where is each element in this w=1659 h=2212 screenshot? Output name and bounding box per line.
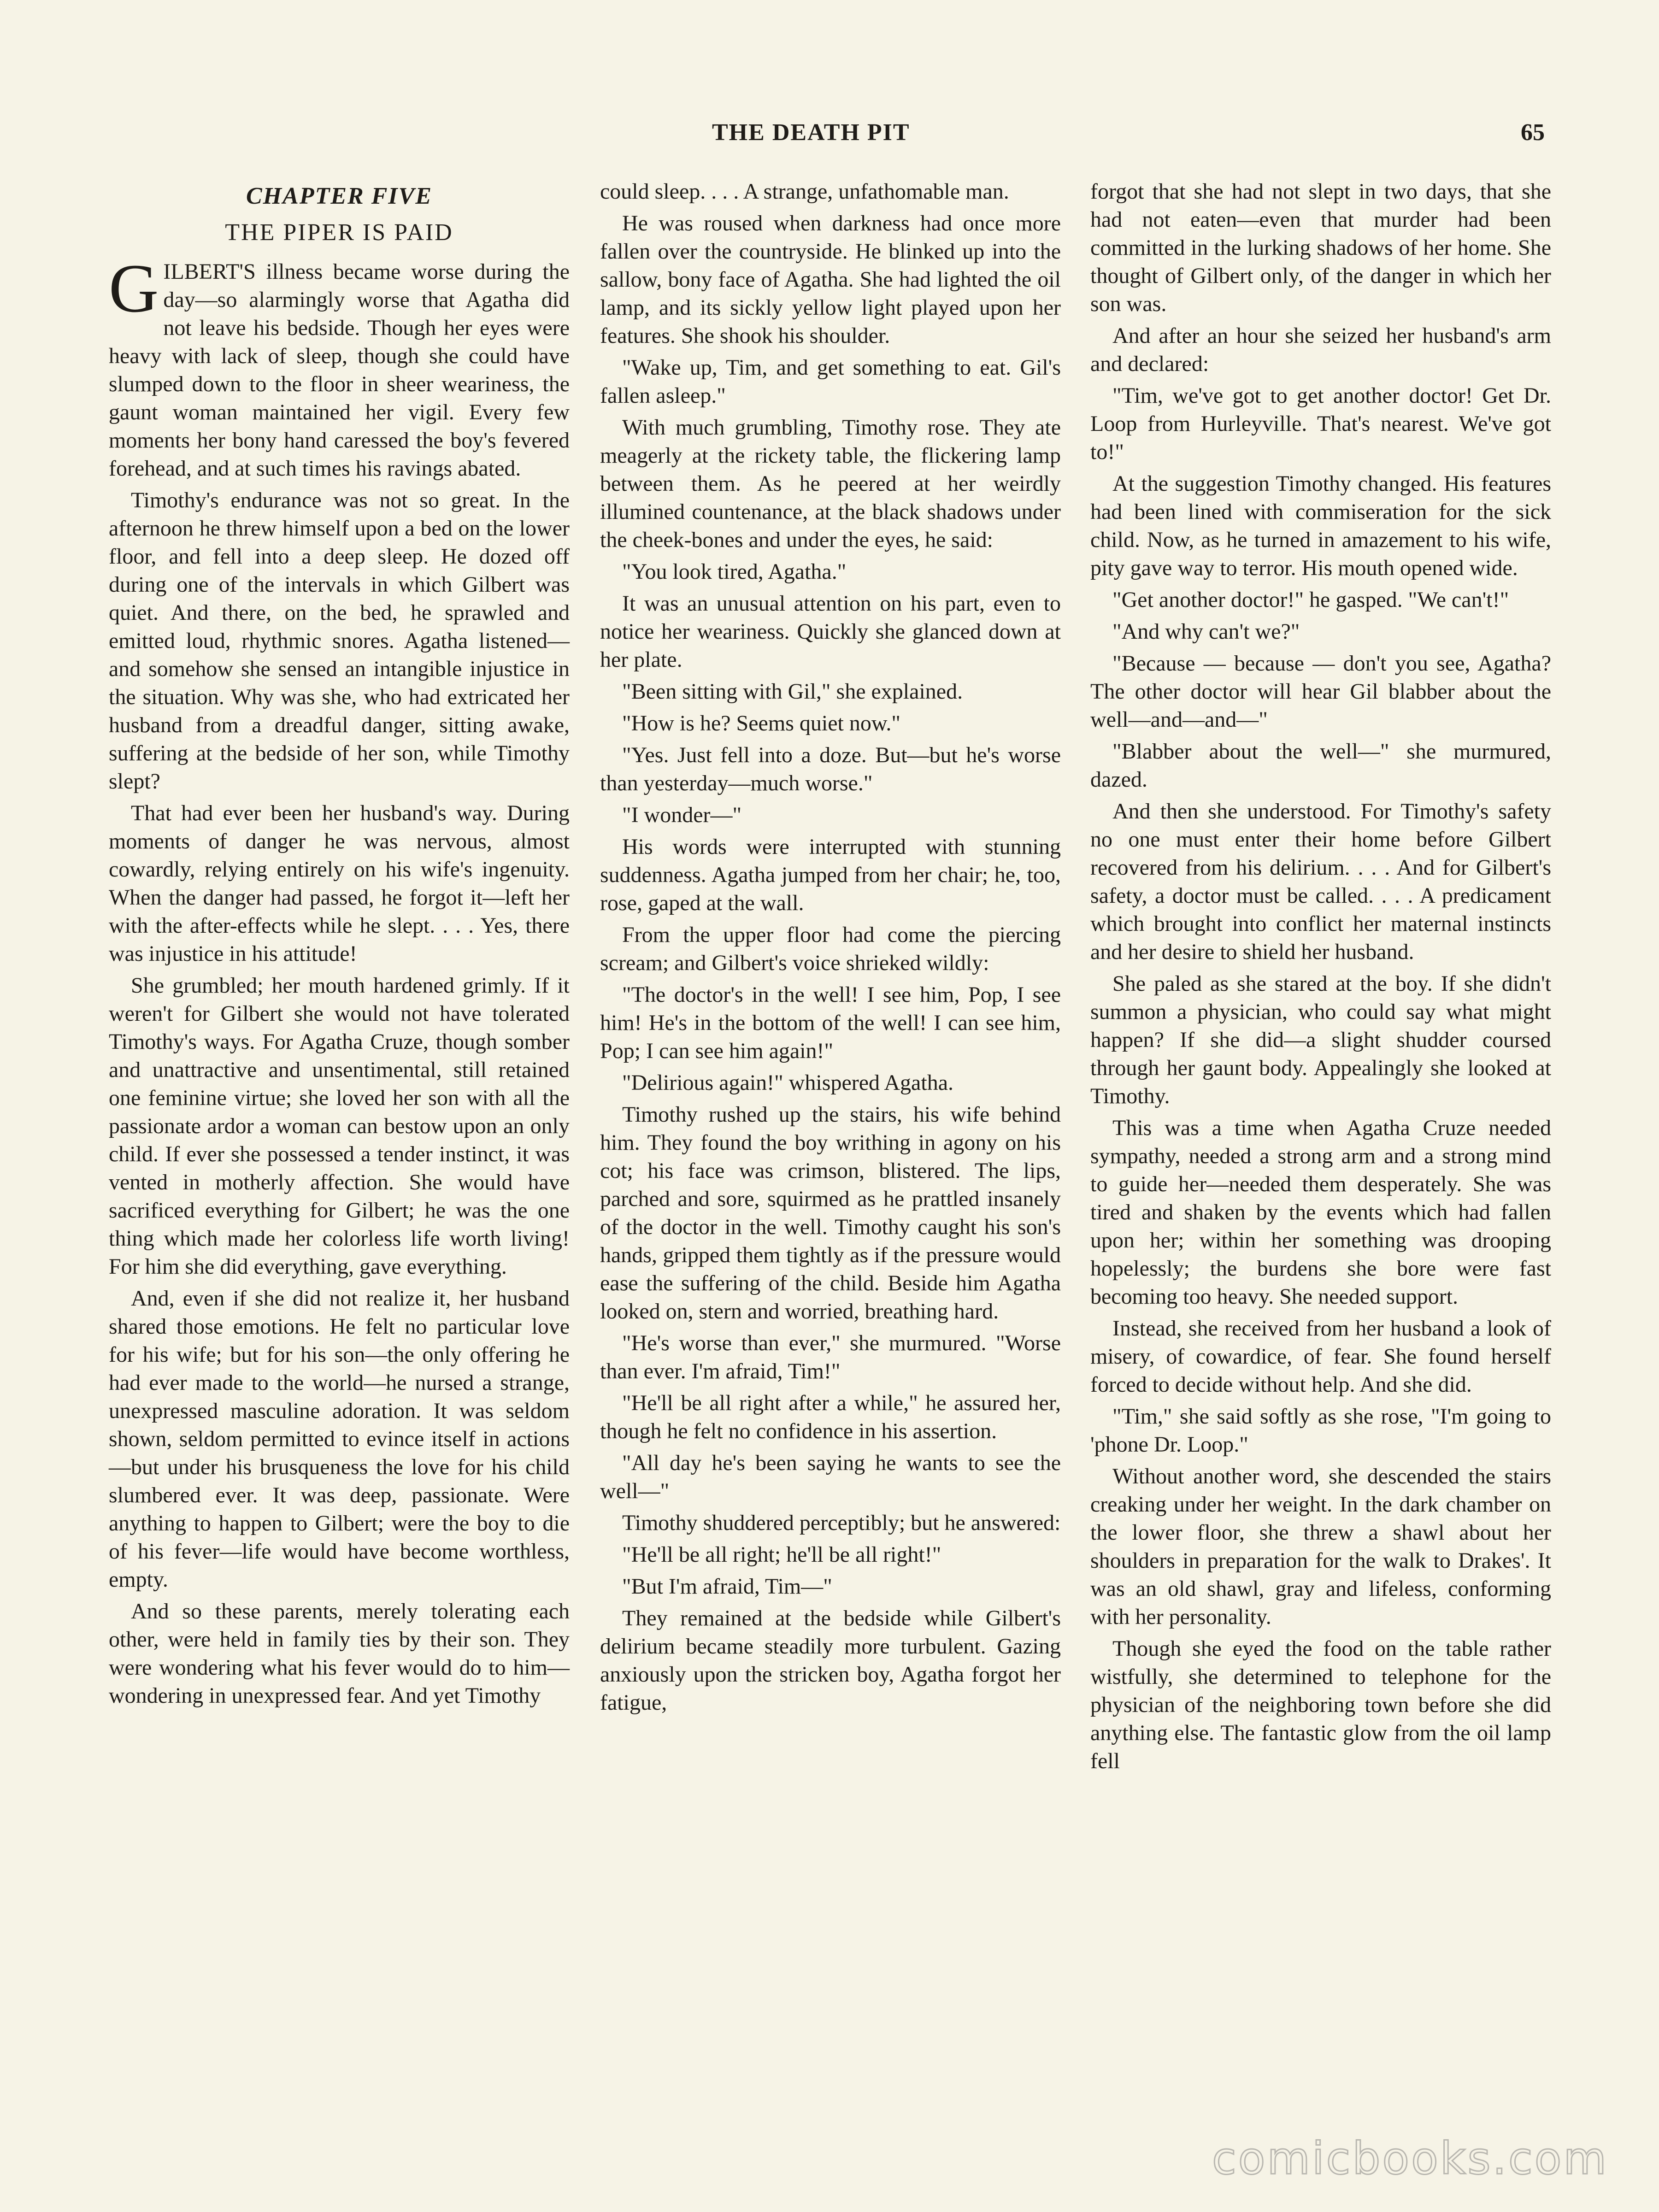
text-column-2 [600,177,1061,1720]
paragraph: "Delirious again!" whispered Agatha. [622,1071,953,1095]
paragraph: "Tim," she said softly as she rose, "I'm going to 'phone Dr. Loop." [1090,1404,1551,1457]
paragraph: He was roused when darkness had once more fallen over the countryside. He blinked up into the sallow, bony face of Agatha. She had lighted the oil lamp, and its sickly yellow light played upon her features. She shook his shoulder. [600,211,1061,348]
drop-cap: G [109,250,159,327]
paragraph: She paled as she stared at the boy. If she didn't summon a physician, who could say what might happen? If she did—a slight shudder coursed through her gaunt body. Appealingly she looked at Timothy. [1090,971,1551,1108]
paragraph: Though she eyed the food on the table rather wistfully, she determined to telephone for the physician of the neighboring town before she did anything else. The fantastic glow from the oil lamp fell [1090,1636,1551,1773]
paragraph: At the suggestion Timothy changed. His features had been lined with commiseration for the sick child. Now, as he turned in amazement to his wife, pity gave way to terror. His mouth opened wide. [1090,471,1551,580]
paragraph [109,250,570,482]
paragraph: It was an unusual attention on his part, even to notice her weariness. Quickly she glanced down at her plate. [600,591,1061,672]
chapter-title: THE PIPER IS PAID [225,219,453,246]
paragraph: And after an hour she seized her husband's arm and declared: [1090,324,1551,376]
chapter-heading: CHAPTER FIVE [246,183,432,209]
paragraph: Timothy shuddered perceptibly; but he answered: [622,1511,1061,1535]
paragraph: "He'll be all right after a while," he assured her, though he felt no confidence in his assertion. [600,1391,1061,1443]
paragraph: Without another word, she descended the stairs creaking under her weight. In the dark chamber on the lower floor, she threw a shawl about her shoulders in preparation for the walk to Drakes'. It was an old shawl, gray and lifeless, conforming with her personality. [1090,1464,1551,1629]
paragraph: And so these parents, merely tolerating each other, were held in family ties by their son. They were wondering what his fever would do to him—wondering in unexpressed fear. And yet Timothy [109,1599,570,1708]
paragraph: "You look tired, Agatha." [622,559,847,584]
text-column-3 [1090,177,1551,1779]
paragraph: "Tim, we've got to get another doctor! Get Dr. Loop from Hurleyville. That's nearest. We've got to!" [1090,383,1551,464]
paragraph: "He's worse than ever," she murmured. "Worse than ever. I'm afraid, Tim!" [600,1331,1061,1383]
paragraph: That had ever been her husband's way. During moments of danger he was nervous, almost cowardly, relying entirely on his wife's ingenuity. When the danger had passed, he forgot it—left her with the after-effects while he slept. . . . Yes, there was injustice in his attitude! [109,801,570,966]
paragraph: With much grumbling, Timothy rose. They ate meagerly at the rickety table, the flickering lamp between them. As he peered at her weirdly illumined countenance, at the black shadows under the cheek-bones and under the eyes, he said: [600,415,1061,552]
watermark: comicbooks.com [1212,2133,1608,2184]
paragraph: Timothy's endurance was not so great. In the afternoon he threw himself upon a bed on the lower floor, and fell into a deep sleep. He dozed off during one of the intervals in which Gilbert was quiet. And there, on the bed, he sprawled and emitted loud, rhythmic snores. Agatha listened—and somehow she sensed an intangible injustice in the situation. Why was she, who had extricated her husband from a dreadful danger, sitting awake, suffering at the bedside of her son, while Timothy slept? [109,488,570,794]
running-title: THE DEATH PIT [712,119,910,146]
paragraph: "Because — because — don't you see, Agatha? The other doctor will hear Gil blabber about the well—and—and—" [1090,651,1551,732]
paragraph: His words were interrupted with stunning suddenness. Agatha jumped from her chair; he, too, rose, gaped at the wall. [600,835,1061,915]
paragraph: This was a time when Agatha Cruze needed sympathy, needed a strong arm and a strong mind to guide her—needed them desperately. She was tired and shaken by the events which had fallen upon her; within her something was drooping hopelessly; the burdens she bore were fast becoming too heavy. She needed support. [1090,1116,1551,1309]
paragraph: "The doctor's in the well! I see him, Pop, I see him! He's in the bottom of the well! I can see him, Pop; I can see him again!" [600,982,1061,1063]
paragraph: "Get another doctor!" he gasped. "We can't!" [1112,588,1509,612]
paragraph: "I wonder—" [622,803,742,827]
paragraph: "He'll be all right; he'll be all right!" [622,1542,941,1567]
paragraph: "All day he's been saying he wants to see the well—" [600,1451,1061,1503]
paragraph: "And why can't we?" [1112,619,1300,644]
paragraph: Timothy rushed up the stairs, his wife behind him. They found the boy writhing in agony on his cot; his face was crimson, blistered. The lips, parched and sore, squirmed as he prattled insanely of the doctor in the well. Timothy caught his son's hands, gripped them tightly as if the pressure would ease the suffering of the child. Beside him Agatha looked on, stern and worried, breathing hard. [600,1102,1061,1324]
paragraph: And then she understood. For Timothy's safety no one must enter their home before Gilbert recovered from his delirium. . . . And for Gilbert's safety, a doctor must be called. . . . A predicament which brought into conflict her maternal instincts and her desire to shield her husband. [1090,799,1551,964]
paragraph: Instead, she received from her husband a look of misery, of cowardice, of fear. She found herself forced to decide without help. And she did. [1090,1316,1551,1397]
paragraph: "Yes. Just fell into a doze. But—but he's worse than yesterday—much worse." [600,743,1061,795]
paragraph: They remained at the bedside while Gilbert's delirium became steadily more turbulent. Gazing anxiously upon the stricken boy, Agatha forgot her fatigue, [600,1606,1061,1715]
paragraph: forgot that she had not slept in two days, that she had not eaten—even that murder had been committed in the lurking shadows of her home. She thought of Gilbert only, of the danger in which her son was. [1090,179,1551,316]
paragraph: "Wake up, Tim, and get something to eat. Gil's fallen asleep." [600,355,1061,408]
page-header [0,119,1659,156]
page-number: 65 [1521,119,1545,146]
paragraph: From the upper floor had come the piercing scream; and Gilbert's voice shrieked wildly: [600,923,1061,975]
paragraph: She grumbled; her mouth hardened grimly. If it weren't for Gilbert she would not have tolerated Timothy's ways. For Agatha Cruze, though somber and unattractive and unsentimental, still retained one feminine virtue; she loved her son with all the passionate ardor a woman can bestow upon an only child. If ever she possessed a tender instinct, it was vented in motherly affection. She would have sacrificed everything for Gilbert; he was the one thing which made her colorless life worth living! For him she did everything, gave everything. [109,973,570,1279]
paragraph: "How is he? Seems quiet now." [622,711,900,735]
text-column-1 [109,177,570,1713]
paragraph: "But I'm afraid, Tim—" [622,1574,832,1599]
paragraph: "Blabber about the well—" she murmured, dazed. [1090,739,1551,792]
paragraph: And, even if she did not realize it, her husband shared those emotions. He felt no particular love for his wife; but for his son—the only offering he had ever made to the world—he nursed a strange, unexpressed masculine adoration. It was seldom shown, seldom permitted to evince itself in actions—but under his brusqueness the love for his child slumbered ever. It was deep, passionate. Were anything to happen to Gilbert; were the boy to die of his fever—life would have become worthless, empty. [109,1286,570,1592]
paragraph-text: ILBERT'S illness became worse during the day—so alarmingly worse that Agatha did not leave his bedside. Though her eyes were heavy with lack of sleep, though she could have slumped down to the floor in sheer weariness, the gaunt woman maintained her vigil. Every few moments her bony hand caressed the boy's fevered forehead, and at such times his ravings abated. [109,259,570,481]
paragraph: "Been sitting with Gil," she explained. [622,679,963,704]
paragraph: could sleep. . . . A strange, unfathomable man. [600,179,1009,204]
